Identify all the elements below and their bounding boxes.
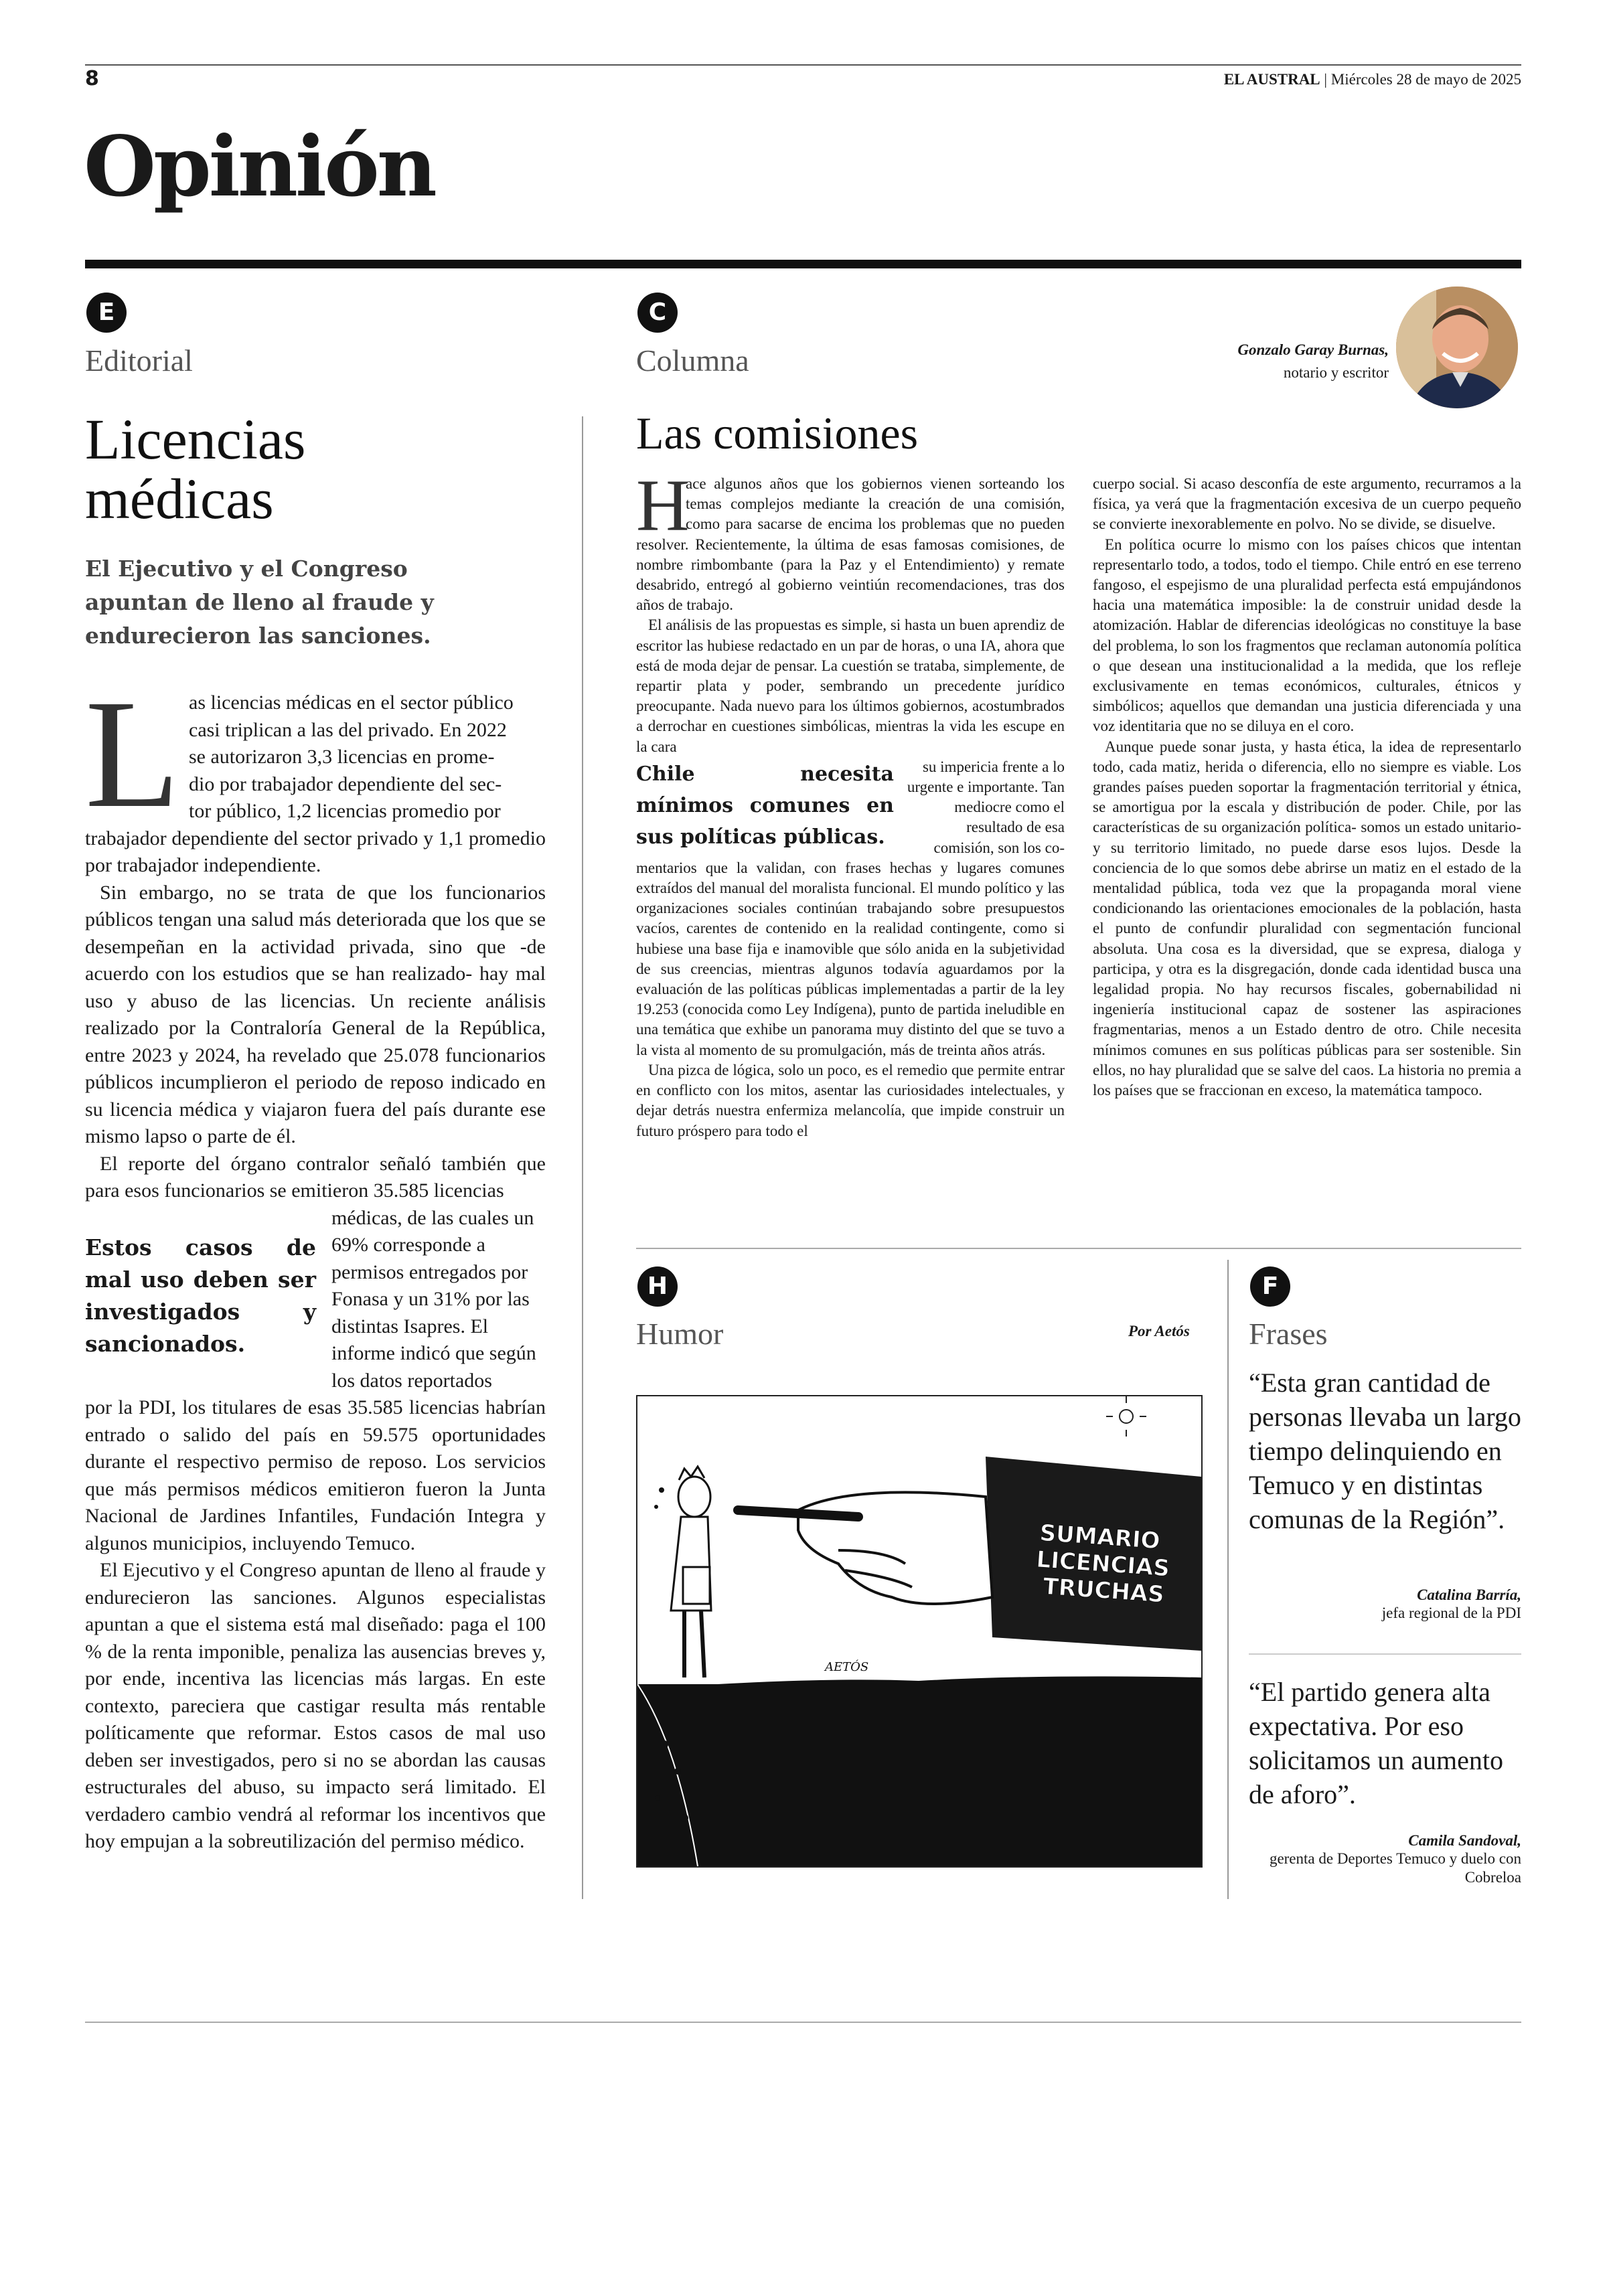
author-photo-icon <box>1396 286 1518 408</box>
column-paragraph: ace algunos años que los gobiernos vienen sorteando los temas complejos mediante la creación de una comisión, como para sacarse de encima los problemas que no pueden resolver. Recientemente, la última de esas famosas comisiones, de nombre rimbombante (para la Paz y el Entendimiento) y remate desabrido, entregó al gobierno veintiún recomendaciones, tras dos años de trabajo. <box>636 475 1065 614</box>
editorial-p1-line: tor público, 1,2 licencias promedio por <box>189 800 501 822</box>
editorial-dropcap: L <box>85 689 180 825</box>
editorial-paragraph: Sin embargo, no se trata de que los funcionarios públicos tengan una salud más deteriorada que los que se desempeñan en la actividad privada, sino que -de acuerdo con los estudios que se han realizado- hay mal uso y abuso de las licencias. Un reciente análisis realizado por la Contraloría General de la República, entre 2023 y 2024, ha revelado que 25.078 funcionarios públicos incumplieron el periodo de reposo indicado en su licencia médica y viajaron fuera del país durante ese mismo lapso o parte de él. <box>85 881 546 1147</box>
editorial-p1-line: casi triplican a las del privado. En 2022 <box>189 718 507 741</box>
frases-divider <box>1227 1260 1229 1899</box>
cartoon-signature: AETÓS <box>825 1660 869 1674</box>
humor-badge: H <box>637 1266 678 1307</box>
editorial-title <box>85 407 567 531</box>
editorial-title-line1: Licencias <box>85 407 306 471</box>
humor-kicker: Humor <box>636 1317 724 1351</box>
editorial-paragraph: por la PDI, los titulares de esas 35.585 licencias habrían entrado o salido del país en 59.575 oportunidades durante el respectivo permiso de reposo. Los servicios que más permisos médicos emitieron fueron la Junta Nacional de Jardines Infantiles, Fundación Integra y algunos municipios, incluyendo Temuco. <box>85 1396 546 1554</box>
section-title: Opinión <box>84 118 435 216</box>
editorial-paragraph: El Ejecutivo y el Congreso apuntan de lleno al fraude y endurecieron las sanciones. Algunos especialistas apuntan a que el sistema está mal diseñado: paga el 100 % de la renta imponible, penaliza las ausencias breves y, por ende, incentiva las licencias más largas. En este contexto, pareciera que castigar resulta más rentable políticamente que reformar. Estos casos de mal uso deben ser investigados, pero si no se abordan las causas estructurales del abuso, su impacto será limitado. El verdadero cambio vendrá al reformar los incentivos que hoy empujan a la sobreutilización del permiso médico. <box>85 1559 546 1852</box>
issue-date: Miércoles 28 de mayo de 2025 <box>1330 71 1521 88</box>
column-body-col1 <box>636 465 1065 1141</box>
column-dropcap: H <box>636 465 690 546</box>
quote-text: “Esta gran cantidad de personas llevaba un largo tiempo delinquiendo en Temuco y en distintas comunas de la Región”. <box>1249 1368 1521 1534</box>
column-paragraph: Una pizca de lógica, solo un poco, es el remedio que permite entrar en conflicto con los mitos, asentar las curiosidades intelectuales, y dejar detrás nuestra enfermiza melancolía, que impide construir un futuro próspero para todo el <box>636 1061 1065 1139</box>
folio <box>1224 71 1521 88</box>
quote-author: Camila Sandoval, <box>1408 1832 1521 1849</box>
cartoon-sign-line1: SUMARIO <box>1039 1520 1161 1555</box>
column-badge: C <box>637 293 678 333</box>
editorial-side-text: médicas, de las cuales un 69% corresponde a permisos entregados por Fonasa y un 31% por las distintas Isapres. El informe indicó que según los datos reportados <box>331 1206 536 1392</box>
column-paragraph: El análisis de las propuestas es simple, si hasta un buen aprendiz de escritor las hubiese redactado en un par de horas, o una IA, ahora que está de moda dejar de pensar. La cuestión se trataba, simplemente, de repartir plata y poder, sembrando un precedente jurídico preocupante. Nada nuevo para los últimos gobiernos, acostumbrados a derrochar en cuestiones simbólicas, mientras la vida les escupe en la cara <box>636 617 1065 755</box>
author-name: Gonzalo Garay Burnas, <box>1237 341 1389 358</box>
newspaper-name: EL AUSTRAL <box>1223 71 1320 88</box>
quote-author: Catalina Barría, <box>1417 1586 1521 1603</box>
editorial-paragraph: El reporte del órgano contralor señaló también que para esos funcionarios se emitieron 35.585 licencias <box>85 1152 546 1202</box>
frases-separator <box>1249 1653 1521 1655</box>
quote-role: jefa regional de la PDI <box>1381 1605 1521 1621</box>
section-rule <box>85 260 1521 268</box>
editorial-p1-line: se autorizaron 3,3 licencias en prome- <box>189 746 495 768</box>
editorial-badge: E <box>86 293 127 333</box>
column-title: Las comisiones <box>636 408 919 459</box>
frases-badge: F <box>1250 1266 1290 1307</box>
column-divider <box>582 416 583 1899</box>
editorial-p1-line: dio por trabajador dependiente del sec- <box>189 772 502 795</box>
column-pullquote: Chile necesita mínimos comunes en sus políticas públicas. <box>636 762 894 849</box>
editorial-lede: El Ejecutivo y el Congreso apuntan de lleno al fraude y endurecieron las sanciones. <box>85 556 434 649</box>
column-body-col2 <box>1093 474 1521 1100</box>
quote-text: “El partido genera alta expectativa. Por eso solicitamos un aumento de aforo”. <box>1249 1677 1503 1809</box>
folio-separator: | <box>1324 71 1328 88</box>
cartoon-sign-line2: LICENCIAS <box>1035 1546 1171 1582</box>
editorial-pullquote: Estos casos de mal uso deben ser investigados y sancionados. <box>85 1234 316 1357</box>
quote-attribution <box>1249 1586 1521 1623</box>
page-number: 8 <box>85 67 99 90</box>
column-side-text: su impericia frente a lo urgente e importante. Tan mediocre como el resultado de esa comisión, son los co- <box>907 758 1065 856</box>
author-role: notario y escritor <box>1283 364 1389 381</box>
quote-role: gerenta de Deportes Temuco y duelo con Cobreloa <box>1269 1850 1521 1886</box>
author-byline <box>1237 339 1389 384</box>
humor-top-rule <box>636 1248 1521 1249</box>
editorial-body <box>85 689 546 1856</box>
author-avatar <box>1396 286 1518 408</box>
column-paragraph: Aunque puede sonar justa, y hasta ética, la idea de representarlo todo, cada matiz, herida o diferencia, ello no siempre es viable. Los grandes países pueden soportar la fragmentación territorial y étnica, se amortigua por la escala y distribución de poder. Chile, por las características de su organización política- somos un estado unitario- y su territorio limitado, no puede darse esos lujos. Desde la conciencia de lo que somos debe abrirse un matiz en el estado de la mentalidad pública, toda vez que la propaganda moral viene condicionando las orientaciones emocionales de la población, hasta el punto de confundir pluralidad con segmentación funcional absoluta. Una cosa es la diversidad, que se expresa, dialoga y participa, y otra es la disgregación, donde cada identidad busca una legalidad propia. No hay recursos fiscales, gobernabilidad ni ingeniería institucional capaz de sostener las aspiraciones fragmentarias, menos a un Estado dentro de otro. Chile necesita mínimos comunes en sus políticas públicas para ser sostenible. Sin ellos, no hay pluralidad que se salve del caos. La historia no premia a los países que se fraccionan en exceso, la matemática tampoco. <box>1093 738 1521 1099</box>
humor-cartoon <box>636 1395 1203 1868</box>
bottom-rule <box>85 2022 1521 2023</box>
column-paragraph: En política ocurre lo mismo con los países chicos que intentan representarlo todo, a todos, todo el tiempo. Chile entró en ese terreno fangoso, el espejismo de una pluralidad perfecta está empujándonos hacia una matemática imposible: la de construir unidad desde la atomización. Hablar de diferencias ideológicas no constituye la base del problema, lo son los fragmentos que reclaman autonomía política o que desean una institucionalidad a la medida, que los refleje exclusivamente en temas económicos, culturales, étnicos y simbólicos; aquellos que demandan una justicia diferenciada y una voz identitaria que no se diluya en el coro. <box>1093 536 1521 735</box>
column-paragraph: mentarios que la validan, con frases hechas y lugares comunes extraídos del manual del moralista funcional. El mundo político y las organizaciones sociales continúan trabajando sobre presupuestos vacíos, carentes de contenido en la realidad contingente, como si hubiese una base fija e inamovible que sólo anida en la subjetividad de sus creencias, mientras algunos todavía aguardamos por la evaluación de las políticas públicas implementadas a partir de la ley 19.253 (conocida como Ley Indígena), punto de partida ineludible en una temática que exhibe un panorama muy distinto del que se tuvo a la vista al momento de su promulgación, más de treinta años atrás. <box>636 859 1065 1058</box>
cartoon-sign-line3: TRUCHAS <box>1042 1573 1165 1609</box>
editorial-title-line2: médicas <box>85 466 274 531</box>
column-paragraph: cuerpo social. Si acaso desconfía de este argumento, recurramos a la física, ya verá que la fragmentación excesiva de un cuerpo pequeño se convierte inexorablemente en polvo. No se divide, se disuelve. <box>1093 475 1521 533</box>
quote-attribution <box>1249 1832 1521 1887</box>
editorial-kicker: Editorial <box>85 343 193 378</box>
humor-credit: Por Aetós <box>1128 1323 1190 1339</box>
editorial-p1-line: as licencias médicas en el sector público <box>189 691 514 714</box>
frases-kicker: Frases <box>1249 1317 1328 1351</box>
top-rule <box>85 64 1521 66</box>
column-kicker: Columna <box>636 343 749 378</box>
editorial-p1-rest: trabajador dependiente del sector privado y 1,1 promedio por trabajador independiente. <box>85 827 546 876</box>
cartoon-drawing <box>637 1396 1201 1866</box>
